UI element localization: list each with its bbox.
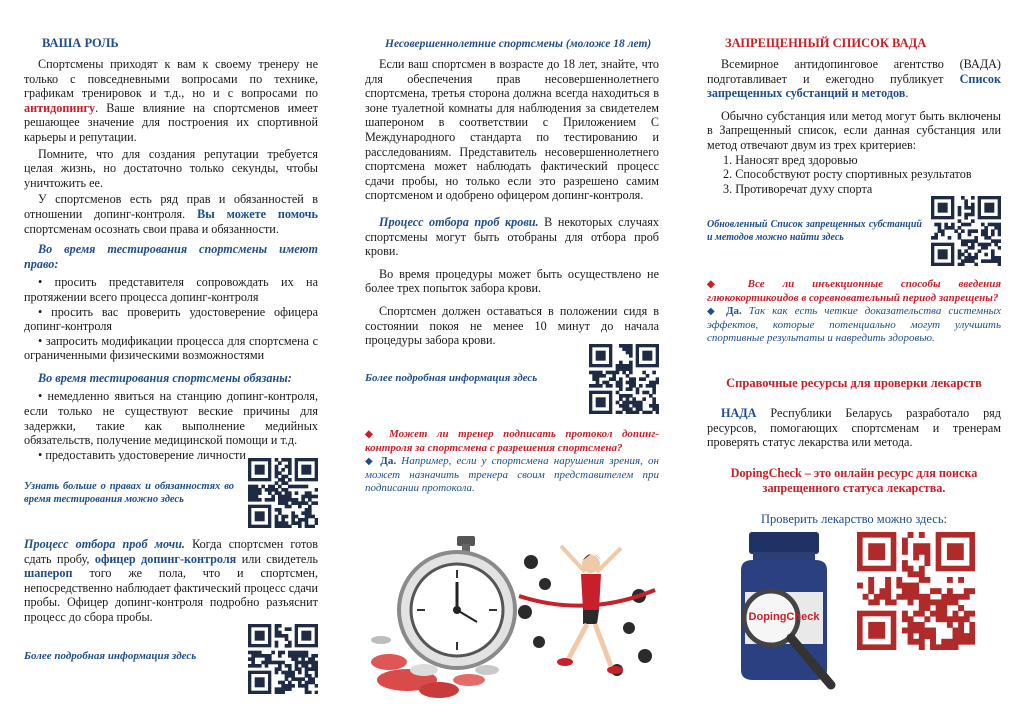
qr-code-dopingcheck[interactable]	[857, 532, 975, 654]
glucocorticoid-faq	[707, 278, 1001, 346]
role-text	[24, 57, 318, 462]
blood-attempts: Во время процедуры может быть осуществлено не более трех попыток забора крови.	[365, 266, 659, 296]
role-paragraph-1: Спортсмены приходят к вам к своему тренеру не только с повседневными вопросами по технике, графикам тренировок и т.д., но и с вопросами по антидопингу. Ваше влияние на спортсменов имеет решающее значение для построения их спортивной карьеры и репутации.	[24, 57, 318, 144]
qr-code-blood[interactable]	[589, 344, 659, 418]
prohibited-text	[707, 57, 1001, 196]
rights-list	[24, 275, 318, 363]
role-paragraph-3: У спортсменов есть ряд прав и обязанностей в отношении допинг-контроля. Вы можете помочь спортсменам осознать свои права и обязанности.	[24, 192, 318, 236]
jar-label: DopingCheck	[748, 611, 820, 623]
minors-text	[365, 57, 659, 348]
list-item: 1. Наносят вред здоровью	[723, 152, 858, 167]
list-item: • запросить модификации процесса для спортсмена с ограниченными физическими возможностями	[24, 333, 318, 363]
heading-your-role: ВАША РОЛЬ	[42, 36, 119, 50]
criteria-list	[723, 153, 1001, 197]
dopingcheck-jar-illustration	[731, 530, 846, 695]
runner-illustration	[517, 538, 657, 698]
urine-paragraph: Процесс отбора проб мочи. Когда спортсмен готов сдать пробу, офицер допинг-контроля или свидетель шапероп того же пола, что и спортсмен, непосредственно наблюдает фактический процесс сдачи пробы. Офицер допинг-контроля подробно разъяснит процесс до сбора пробы.	[24, 537, 318, 624]
criteria-intro: Обычно субстанция или метод могут быть включены в Запрещенный список, если данная субстанция или метод отвечают двум из трех критериев:	[707, 108, 1001, 152]
stopwatch-pills-illustration	[369, 530, 519, 700]
faq-question: ◆ Все ли инъекционные способы введения глюкокортикоидов в соревновательный период запрещены?	[707, 278, 1001, 304]
dopingcheck-text: DopingCheck – это онлайн ресурс для поиска запрещенного статуса лекарства.	[730, 466, 978, 495]
wada-paragraph: Всемирное антидопинговое агентство (ВАДА) подготавливает и ежегодно публикует Список запрещенных субстанций и методов.	[707, 57, 1001, 101]
diamond-icon: ◆	[365, 456, 376, 467]
minors-paragraph: Если ваш спортсмен в возрасте до 18 лет, знайте, что для обеспечения прав несовершеннолетнего спортсмена, третья сторона должна всегда находиться в зоне туалетной комнаты для наблюдения за свидетелем шапероном в соответствии с Приложением С Международного стандарта по тестированию и расследованиям. Представитель несовершеннолетнего спортсмена может наблюдать фактический процесс сдачи пробы, но только если это разрешено самим спортсменом и одобрено офицером допинг-контроля.	[365, 57, 659, 203]
list-item: • просить вас проверить удостоверение офицера допинг-контроля	[24, 304, 318, 334]
nada-paragraph: НАДА Республики Беларусь разработало ряд ресурсов, помогающих спортсменам и тренерам проверять статус лекарства или метода.	[707, 406, 1001, 450]
resources-heading: Справочные ресурсы для проверки лекарств	[726, 376, 982, 390]
faq-question: ◆ Может ли тренер подписать протокол допинг-контроля за спортсмена с разрешения спортсмена?	[365, 428, 659, 454]
diamond-icon: ◆	[707, 306, 719, 317]
blood-paragraph: Процесс отбора проб крови. В некоторых случаях спортсмены могут быть отобраны для отбора проб крови.	[365, 214, 659, 259]
prohibited-list-link-text[interactable]: Обновленный Список запрещенных субстанций и методов можно найти здесь	[707, 219, 922, 243]
qr-code-rights[interactable]	[248, 458, 318, 532]
faq-answer: ◆ Да. Например, если у спортсмена нарушения зрения, он может назначить тренера своим представителем при подписании протокола.	[365, 455, 659, 494]
blood-rest: Спортсмен должен оставаться в положении сидя в состоянии покоя не менее 10 минут до начала процедуры забора крови.	[365, 303, 659, 348]
list-item: • предоставить удостоверение личности	[38, 447, 246, 462]
rights-link-text[interactable]: Узнать больше о правах и обязанностях во время тестирования можно здесь	[24, 481, 234, 505]
duties-list	[24, 389, 318, 462]
role-paragraph-2: Помните, что для создания репутации требуется целая жизнь, но достаточно только секунды, чтобы уничтожить ее.	[24, 146, 318, 190]
diamond-icon: ◆	[707, 279, 730, 290]
blood-link-text[interactable]: Более подробная информация здесь	[365, 372, 538, 384]
list-item: 3. Противоречат духу спорта	[723, 181, 873, 196]
faq-answer: ◆ Да. Так как есть четкие доказательства системных эффектов, которые потенциально могут улучшить спортивные результаты и навредить здоровью.	[707, 305, 1001, 344]
qr-code-urine[interactable]	[248, 624, 318, 698]
list-item: • немедленно явиться на станцию допинг-контроля, если только не существуют веские причины для задержки, такие как выполнение медийных обязательств, получение медицинской помощи и т.д.	[24, 389, 318, 448]
check-here-text: Проверить лекарство можно здесь:	[760, 512, 947, 526]
list-item: 2. Способствуют росту спортивных результатов	[723, 167, 972, 182]
duties-heading: Во время тестирования спортсмены обязаны:	[38, 370, 292, 385]
diamond-icon: ◆	[365, 429, 380, 440]
urine-text	[24, 537, 318, 625]
rights-heading: Во время тестирования спортсмены имеют право:	[24, 242, 318, 271]
prohibited-list-heading: ЗАПРЕЩЕННЫЙ СПИСОК ВАДА	[725, 36, 927, 50]
minors-heading: Несовершеннолетние спортсмены (моложе 18 лет)	[385, 38, 652, 50]
qr-code-prohibited-list[interactable]	[931, 196, 1001, 270]
urine-link-text[interactable]: Более подробная информация здесь	[24, 650, 197, 662]
coach-faq	[365, 428, 659, 496]
list-item: • просить представителя сопровождать их на протяжении всего процесса допинг-контроля	[24, 275, 318, 304]
